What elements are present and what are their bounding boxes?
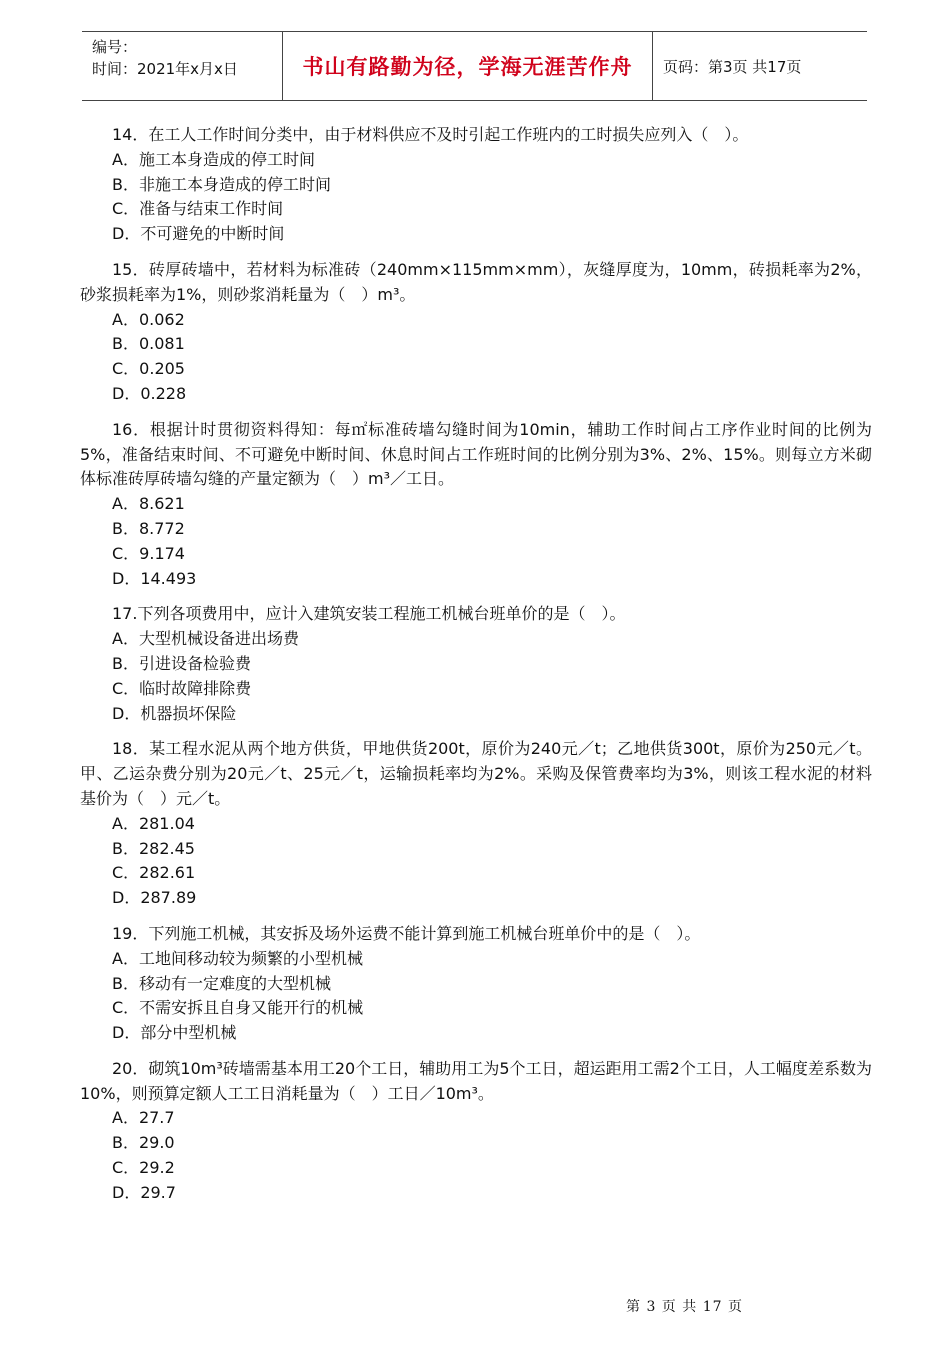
question-16 xyxy=(80,418,872,592)
option-c: C．9.174 xyxy=(112,543,185,563)
option-b: B．29.0 xyxy=(112,1133,175,1153)
option-c: C．0.205 xyxy=(112,359,185,379)
option-d: D．不可避免的中断时间 xyxy=(112,224,285,244)
header-meta-cell xyxy=(82,32,283,100)
header-page-cell xyxy=(653,32,867,100)
question-20 xyxy=(80,1057,872,1206)
option-a: A．工地间移动较为频繁的小型机械 xyxy=(112,948,363,968)
option-d: D．287.89 xyxy=(112,888,197,908)
option-d: D．29.7 xyxy=(112,1182,176,1202)
question-18 xyxy=(80,737,872,911)
question-text: 19．下列施工机械，其安拆及场外运费不能计算到施工机械台班单价中的是（ ）。 xyxy=(112,923,701,943)
option-d: D．机器损坏保险 xyxy=(112,703,237,723)
question-text: 17.下列各项费用中，应计入建筑安装工程施工机械台班单价的是（ ）。 xyxy=(112,604,626,624)
option-b: B．移动有一定难度的大型机械 xyxy=(112,973,331,993)
option-a: A．大型机械设备进出场费 xyxy=(112,629,299,649)
time-label: 时间：2021年x月x日 xyxy=(92,60,238,78)
option-d: D．部分中型机械 xyxy=(112,1023,237,1043)
option-b: B．引进设备检验费 xyxy=(112,653,251,673)
option-d: D．0.228 xyxy=(112,383,187,403)
question-text: 16．根据计时贯彻资料得知：每㎡标准砖墙勾缝时间为10min，辅助工作时间占工序作业时间的比例为5%，准备结束时间、不可避免中断时间、休息时间占工作班时间的比例分别为3%、2%、15%。则每立方米砌体标准砖厚砖墙勾缝的产量定额为（ ）m³／工日。 xyxy=(80,419,872,489)
header-motto-cell xyxy=(283,32,653,100)
question-19 xyxy=(80,922,872,1046)
option-b: B．8.772 xyxy=(112,518,185,538)
option-b: B．非施工本身造成的停工时间 xyxy=(112,174,331,194)
question-text: 14．在工人工作时间分类中，由于材料供应不及时引起工作班内的工时损失应列入（ ）。 xyxy=(112,125,749,144)
question-14 xyxy=(80,123,872,247)
motto-text: 书山有路勤为径，学海无涯苦作舟 xyxy=(302,54,633,79)
option-a: A．281.04 xyxy=(112,813,195,833)
option-a: A．0.062 xyxy=(112,309,185,329)
option-d: D．14.493 xyxy=(112,568,197,588)
option-c: C．准备与结束工作时间 xyxy=(112,199,284,219)
option-b: B．0.081 xyxy=(112,334,185,354)
page-footer: 第 3 页 共 17 页 xyxy=(626,1299,743,1315)
question-text: 15．砖厚砖墙中，若材料为标准砖（240mm×115mm×mm），灰缝厚度为，10mm，砖损耗率为2%，砂浆损耗率为1%，则砂浆消耗量为（ ）m³。 xyxy=(80,259,872,304)
option-a: A．8.621 xyxy=(112,494,185,514)
option-c: C．282.61 xyxy=(112,863,196,883)
question-17 xyxy=(80,602,872,726)
option-a: A．施工本身造成的停工时间 xyxy=(112,149,315,169)
option-c: C．29.2 xyxy=(112,1158,175,1178)
number-label: 编号： xyxy=(92,38,138,56)
question-list xyxy=(80,123,872,1217)
option-b: B．282.45 xyxy=(112,838,195,858)
page-header xyxy=(82,31,867,101)
question-15 xyxy=(80,258,872,407)
page-code: 页码：第3页 共17页 xyxy=(663,57,802,76)
option-c: C．临时故障排除费 xyxy=(112,678,252,698)
question-text: 20．砌筑10m³砖墙需基本用工20个工日，辅助用工为5个工日，超运距用工需2个工日，人工幅度差系数为10%，则预算定额人工工日消耗量为（ ）工日／10m³。 xyxy=(80,1058,872,1103)
option-a: A．27.7 xyxy=(112,1108,175,1128)
option-c: C．不需安拆且自身又能开行的机械 xyxy=(112,998,364,1018)
question-text: 18．某工程水泥从两个地方供货，甲地供货200t，原价为240元／t；乙地供货300t，原价为250元／t。甲、乙运杂费分别为20元／t、25元／t，运输损耗率均为2%。采购及保管费率均为3%，则该工程水泥的材料基价为（ ）元／t。 xyxy=(80,739,872,808)
